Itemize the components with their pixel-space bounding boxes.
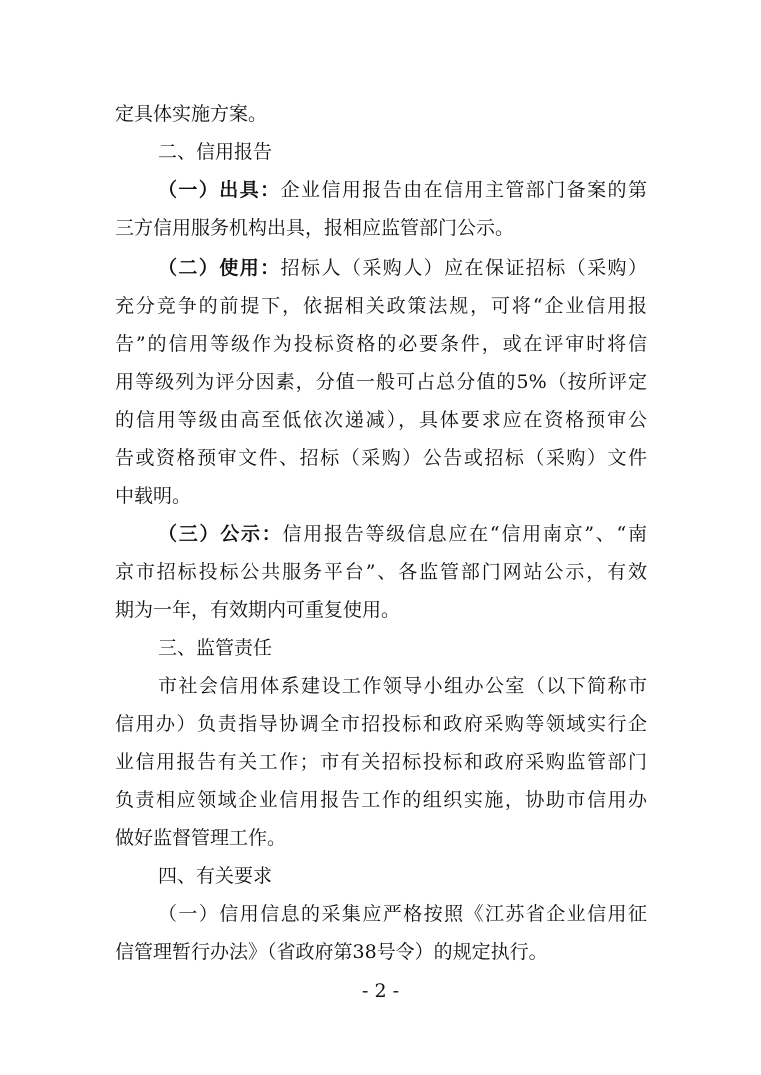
- paragraph-line: 信用办）负责指导协调全市招投标和政府采购等领域实行企: [115, 713, 647, 735]
- paragraph-line: 期为一年，有效期内可重复使用。: [115, 599, 401, 621]
- paragraph-line: 定具体实施方案。: [115, 103, 268, 125]
- paragraph-line: 用等级列为评分因素，分值一般可占总分值的5%（按所评定: [115, 371, 647, 393]
- paragraph-line: 的信用等级由高至低依次递减），具体要求应在资格预审公: [115, 409, 647, 431]
- paragraph-line: 充分竞争的前提下，依据相关政策法规，可将“企业信用报: [115, 295, 647, 317]
- paragraph-line: [158, 516, 647, 552]
- paragraph-line: 告或资格预审文件、招标（采购）公告或招标（采购）文件: [115, 447, 647, 469]
- paragraph-text: 信用报告等级信息应在“信用南京”、“南: [282, 523, 647, 545]
- paragraph-line: 京市招标投标公共服务平台”、各监管部门网站公示，有效: [115, 561, 647, 583]
- subheading-publicity: （三）公示：: [158, 523, 283, 545]
- paragraph-line: 信管理暂行办法》（省政府第38号令）的规定执行。: [115, 941, 548, 963]
- paragraph-line: 中载明。: [115, 485, 192, 507]
- page-number: - 2 -: [361, 980, 399, 1002]
- paragraph-line: 做好监督管理工作。: [115, 827, 287, 849]
- paragraph-line: 市社会信用体系建设工作领导小组办公室（以下简称市: [158, 675, 647, 697]
- paragraph-line: 三方信用服务机构出具，报相应监管部门公示。: [115, 217, 515, 239]
- section-heading-requirements: 四、有关要求: [158, 865, 273, 887]
- subheading-usage: （二）使用：: [158, 257, 281, 279]
- paragraph-text: 招标人（采购人）应在保证招标（采购）: [280, 257, 647, 279]
- paragraph-line: 告”的信用等级作为投标资格的必要条件，或在评审时将信: [115, 333, 647, 355]
- section-heading-supervision: 三、监管责任: [158, 637, 273, 659]
- paragraph-line: （一）信用信息的采集应严格按照《江苏省企业信用征: [158, 903, 647, 925]
- section-heading-credit-report: 二、信用报告: [158, 141, 273, 163]
- paragraph-line: [158, 250, 647, 286]
- paragraph-text: 企业信用报告由在信用主管部门备案的第: [280, 179, 647, 201]
- paragraph-line: [158, 172, 647, 208]
- paragraph-line: 业信用报告有关工作；市有关招标投标和政府采购监管部门: [115, 751, 647, 773]
- subheading-issuance: （一）出具：: [158, 179, 281, 201]
- paragraph-line: 负责相应领域企业信用报告工作的组织实施，协助市信用办: [115, 789, 647, 811]
